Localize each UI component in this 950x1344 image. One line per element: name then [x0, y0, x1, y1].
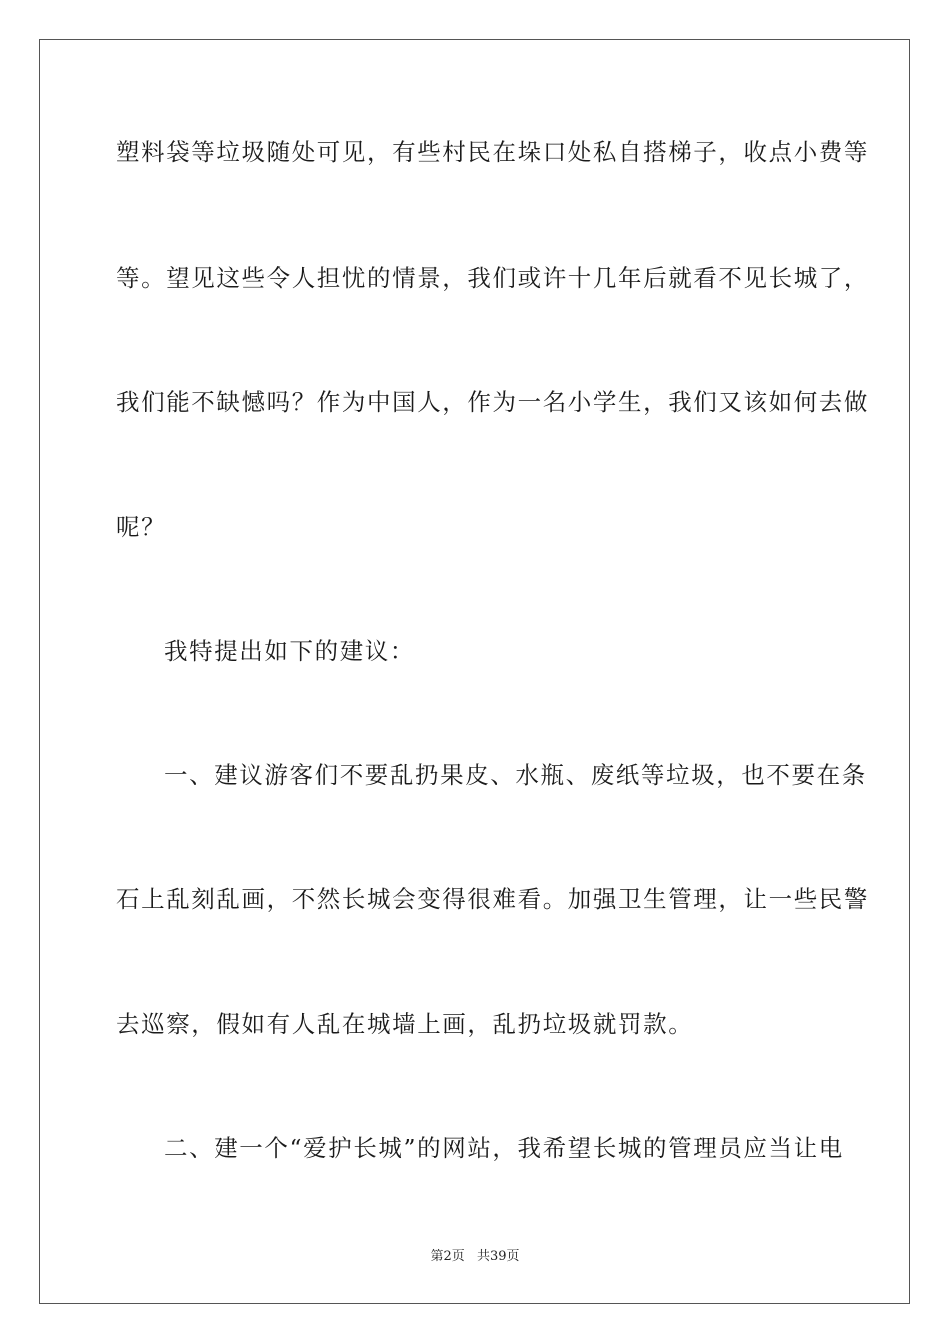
body-line-6: 一、建议游客们不要乱扔果皮、水瓶、废纸等垃圾，也不要在条: [164, 761, 867, 789]
page-border: [39, 39, 910, 1304]
body-line-1: 塑料袋等垃圾随处可见，有些村民在垛口处私自搭梯子，收点小费等: [116, 138, 869, 166]
body-line-5: 我特提出如下的建议：: [164, 637, 415, 665]
body-line-9: 二、建一个“爱护长城”的网站，我希望长城的管理员应当让电: [164, 1134, 844, 1162]
body-line-4: 呢？: [116, 513, 167, 541]
page-footer: [0, 1248, 950, 1266]
body-line-3: 我们能不缺憾吗？作为中国人，作为一名小学生，我们又该如何去做: [116, 388, 869, 416]
page-number: 第2页: [430, 1249, 465, 1264]
page-total: 共39页: [476, 1249, 520, 1264]
body-line-2: 等。望见这些令人担忧的情景，我们或许十几年后就看不见长城了，: [116, 264, 869, 292]
body-line-7: 石上乱刻乱画，不然长城会变得很难看。加强卫生管理，让一些民警: [116, 885, 869, 913]
body-line-8: 去巡察，假如有人乱在城墙上画，乱扔垃圾就罚款。: [116, 1010, 694, 1038]
